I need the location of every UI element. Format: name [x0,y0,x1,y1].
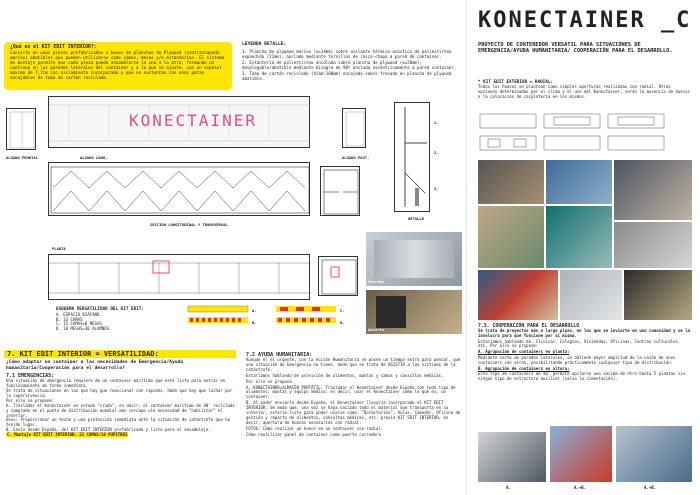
legend-item: 3. Tubo de cartón reciclado (diám:100mm) encajado sobre fresado en plancha de plywood abatible. [242,71,452,81]
section71-p2: Se trata de situaciones en las que hay que reaccionar con rapidez, dado que hay que luchar por la supervivencia. [6,388,233,398]
legend-detail [242,42,462,82]
label-cerrado: Cerrado [368,279,385,284]
brand-label: KONECTAINER [129,111,257,130]
intro-text: Consiste en unas piezas prefabricadas a bases de planchas de Plywood (contrachapado marino) abatibles que pueden utilizarse como camas, mesas y/o estanterías. El sistema de montaje permite que cada pieza pueda ensamblarse la una a la otra, formando un continuo en las paredes laterales del container y a lo que se ajuste, con un espesor máximo de 7,7cm con aislamiento incorporado y que se sustentan con unas patas encajables de tubo de cartón reciclado. [10,50,225,80]
caption-a: A. [506,485,511,490]
rear-elevation-drawing [342,108,366,148]
section71-uses: Usos: Proporcionar un techo y una protección inmediata ante la situación de catástrofe que ha tenido lugar. [6,417,230,428]
photo-workers-cutting [478,160,544,204]
section71-a: A. Trasladar el Konectainer en estado "crudo", es decir, el container marítimo de 40' reciclado y comprado en el punto de distribución mundial más cercano sin necesidad de "habilitar" el interior. [6,402,235,418]
section71-p3: Por ello se propone: [6,397,55,403]
panel-divider [466,0,467,495]
photo-man-container [614,160,692,220]
label-detalle: DETALLE [408,216,425,221]
longitudinal-section-drawing [48,162,310,216]
legend-heading: LEYENDA DETALLE: [242,42,287,47]
page-subtitle: PROYECTO DE CONTENEDOR VERSATIL PARA SITUACIONES DE EMERGENCIA/AYUDA HUMANITARIA/ COOPERACIÓN PARA EL DESARROLLO. [478,42,673,55]
section73-body [478,324,692,383]
section72-p3: Por ello se propone: [246,378,295,384]
detail-number-2: 2. [434,150,439,155]
label-alzado-frontal: ALZADO FRONTAL [6,155,39,160]
section7-heading: 7. KIT EDIT INTERIOR = VERSATILIDAD: [4,350,236,358]
section73-heading: 7.3. COOPERACIÓN PARA EL DESARROLLO [478,324,580,329]
detail-number-1: 1. [434,120,439,125]
floor-plan-drawing [48,254,310,300]
section7-body [6,360,238,438]
plan-section-drawing [318,256,358,296]
cross-section-drawing [320,166,360,216]
photo-container-door [546,206,612,268]
section71-heading: 7.1 EMERGENCIAS: [6,373,55,380]
kit-exterior-text: Todos los huecos se plantean como simples aperturas realizadas con radial. Otras opciones determinadas por el clima y el uso del Konectainer, serán la ausencia de huecos o la colocación de carpintería en los mismos. [478,84,690,99]
kit-exterior [478,80,692,99]
section73-p2: Estaríamos hablando de: Clínicas, Colegios, Viviendas, Oficinas, Centros culturales, etc. Por ello se propone: [478,338,681,349]
versatility-item: A. ESPACIO DIÁFANO. [56,311,102,317]
detail-drawing [394,102,430,212]
versatility-letter-d: D. [340,320,345,325]
section72-heading: 7.2 AYUDA HUMANITARIA: [246,352,313,358]
versatility-letter-a: A. [252,308,257,313]
section73-a-heading: A. Agrupación de containers en planta: [478,349,570,355]
versatility-letter-c: C. [340,308,345,313]
photo-open-side [624,270,692,320]
section72-fotos: FOTOS: Cómo realizar un hueco en un container con radial. [246,425,384,431]
versatility-item: C. 15 CAMAS+8 MESAS [56,321,102,327]
photo-containers-yard [478,270,558,320]
intro-box [4,42,232,90]
label-alzado-long: ALZADO LONG. [80,155,108,160]
section72-p2: Estaríamos hablando de provisión de alimentos, mantas y camas y consultas médicas. [246,372,444,378]
photo-container-building-stack [616,426,692,482]
photo-container-office [478,432,546,482]
versatility-item: D. 10 MESAS=30 ALUMNOS. [56,326,112,332]
front-elevation-drawing [6,108,36,150]
section71-c: C. Montaje KIT EDIT INTERIOR: 33 CAMAS/10 PUPITRES [7,432,128,438]
section73-a: Mediante corte de paredes laterales, se obtiene mayor amplitud de la unión de unos containers con otros, posibilitando prácticamente cualquier tipo de distribución. [478,354,676,365]
section73-b-heading: B. Agrupación de containers en altura: [478,365,570,371]
photo-container-interior [614,222,692,268]
photo-container-row [478,206,544,268]
section72-fotos2: Cómo reutilizar panel de container como puerta corredera. [246,431,384,437]
label-planta: PLANTA [52,246,66,251]
page-title: KONECTAINER _C [478,8,692,33]
intro-heading: ¿Qué es el KIT EDIT INTERIOR?: [10,45,97,50]
versatility-list [56,308,176,332]
photo-blue-container [546,160,612,204]
section73-p1: Se trata de proyectos más a largo plazo, en los que se invierte en una comunidad y se la involucra para que funcione por sí misma. [478,328,690,338]
caption-ab-2: A.+B. [644,485,657,490]
label-abierto: Abierto [368,327,385,332]
section72-p1: Aunque el el urgente, con la Acción Humanitaria se posee un tiempo extra para pensar, que una situación de Emergencia no tiene, dado que se trata de ASISTIR a las víctimas de la catástrofe. [246,357,461,372]
section71-b: B. Envío desde España, del KIT EDIT INTERIOR prefabricado y listo para el ensamblaje: [6,427,211,433]
section72-b: B. Al poder enviarlo desde España, el Konectainer llevaría incorporado el KIT EDIT INTERIOR, de modo que, una vez se haya vaciado todo el material que transporta en su interior, estaría listo para poder usarse como: "Dormitorios", Aulas, Comedor, Oficina de gestión y reparto de alimentos, consultas médicas, etc. previo KIT EDIT INTERIOR, es decir, apertura de huecos necesarios con radial. [246,400,461,425]
legend-item: 2. Estantería de poliestireno encolada sobre plancha de plywood (e=28mm), desplegable/abatible mediante bisagra de 90º anclada excéntricamente a pared container. [242,60,457,70]
kit-exterior-heading: * KIT EDIT EXTERIOR = RADIAL: [478,80,554,85]
caption-ab-1: A.+B. [574,485,587,490]
section72-a: A. KONECTAINER=ALMACÉN PORTÁTIL: Trasladar el Konectainer desde España con todo tipo de alimentos, mantas y equipo médico, es decir, usar el Konectainer como lo que es, un container. [246,384,456,400]
photo-container-building-red [550,426,612,482]
photo-grey-container [560,270,622,320]
label-seccion: SECCIÓN LONGITUDINAL Y TRANSVERSAL [150,222,228,227]
versatility-heading: ESQUEMA VERSATILIDAD DEL KIT EDIT: [56,307,144,312]
section71-p1: Una situación de emergencia requiere de un container marítimo que esté listo para entrar en funcionamiento de forma inmediata. [6,378,226,389]
section7-question: ¿Cómo adaptar un container a las necesidades de Emergencia/Ayuda humanitaria/Cooperación para el desarrollo? [6,360,184,371]
versatility-letter-b: B. [252,320,257,325]
label-alzado-post: ALZADO POST. [342,155,370,160]
versatility-item: B. 33 CAMAS [56,316,83,322]
versatility-diagrams [186,304,360,344]
container-elevation-drawing [48,96,310,148]
detail-number-3: 3. [434,186,439,191]
section72-body [246,352,464,439]
photo-container-closed [366,232,462,286]
opening-diagrams [478,110,692,158]
legend-item: 1. Plancha de plywood marino (e=14mm) sobre aislante térmico-acústico de poliestireno expandido (21mm), anclado mediante tornillos de rosca-chapa a pared de container. [242,49,452,59]
section73-b: Este tipo de containers de 40' permite apilarse uno encima de otro hasta 5 plantas sin ningún tipo de estructura auxiliar (salvo la cimentación). [478,371,686,382]
